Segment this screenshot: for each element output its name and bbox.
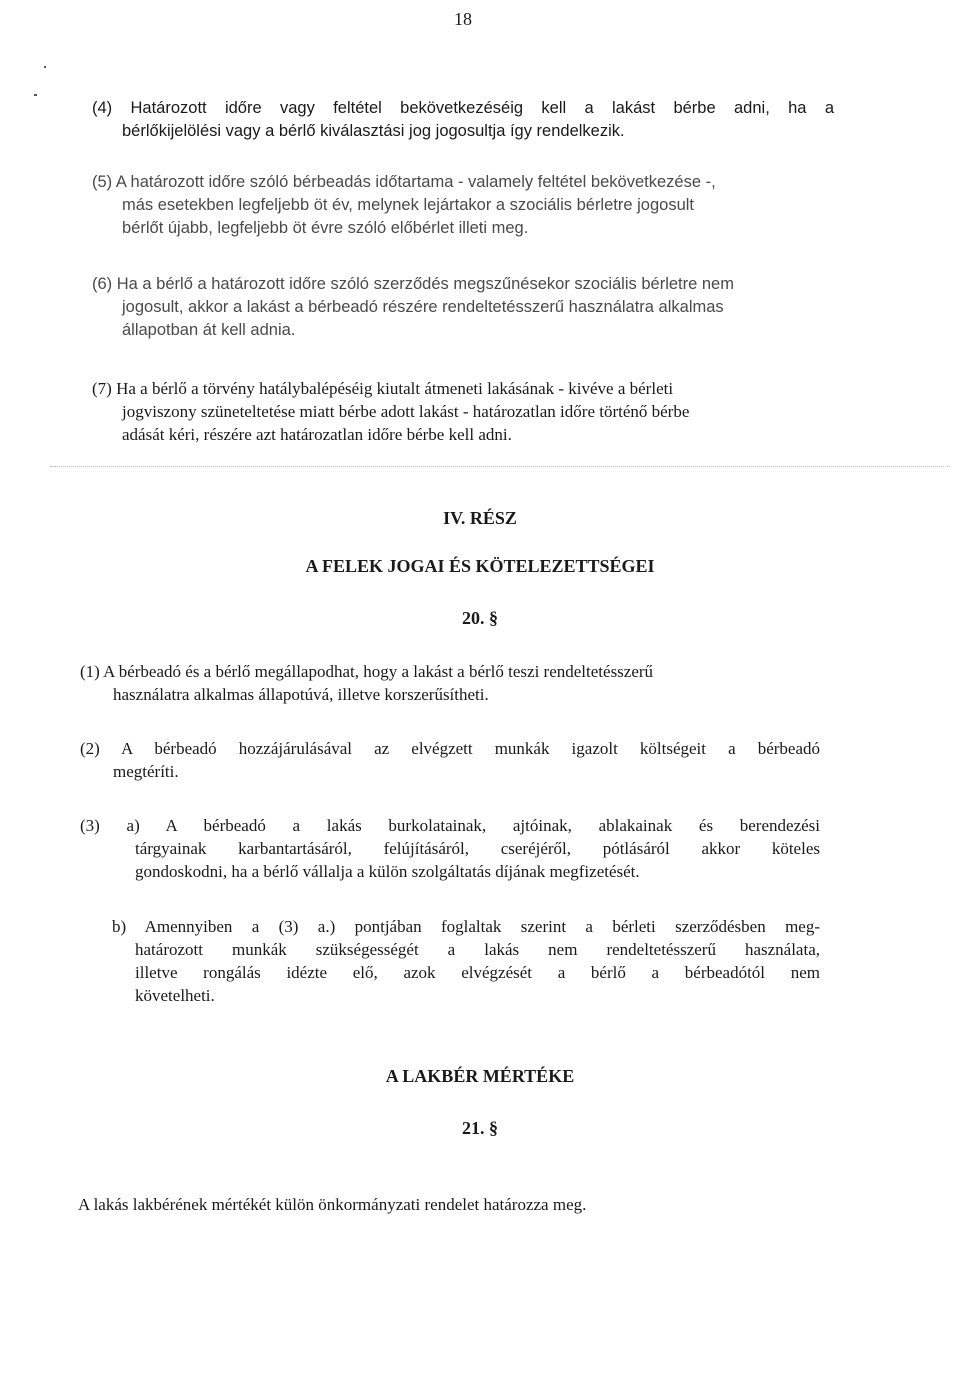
article-20-p3a-line: (3) a) A bérbeadó a lakás burkolatainak, ajtóinak, ablakainak és berendezési bbox=[80, 816, 820, 835]
section-5-line: (5) A határozott időre szóló bérbeadás időtartama - valamely feltétel bekövetkezése -, bbox=[92, 173, 716, 191]
article-20-p2-line: megtéríti. bbox=[113, 762, 179, 781]
section-6-line: jogosult, akkor a lakást a bérbeadó részére rendeltetésszerű használatra alkalmas bbox=[122, 298, 724, 316]
section-6-line: állapotban át kell adnia. bbox=[122, 321, 296, 339]
rent-title: A LAKBÉR MÉRTÉKE bbox=[385, 1066, 575, 1086]
article-20-paragraph-3a bbox=[80, 814, 820, 883]
article-20-p3a-line: tárgyainak karbantartásáról, felújításáról, cseréjéről, pótlásáról akkor köteles bbox=[135, 839, 820, 858]
article-20-p3b-line: követelheti. bbox=[135, 986, 215, 1005]
part-title: IV. RÉSZ bbox=[443, 508, 517, 528]
scan-mark bbox=[34, 94, 37, 96]
section-5-paragraph bbox=[92, 171, 834, 240]
scan-mark bbox=[44, 66, 46, 68]
article-20-p1-line: (1) A bérbeadó és a bérlő megállapodhat, hogy a lakást a bérlő teszi rendeltetésszerű bbox=[80, 662, 654, 681]
article-20-paragraph-2 bbox=[80, 737, 820, 783]
article-20-paragraph-1 bbox=[80, 660, 820, 706]
article-20-p1-line: használatra alkalmas állapotúvá, illetve korszerűsítheti. bbox=[113, 685, 489, 704]
scan-noise-line bbox=[50, 466, 950, 468]
section-4-line: bérlőkijelölési vagy a bérlő kiválasztási jog jogosultja így rendelkezik. bbox=[122, 122, 625, 140]
article-20-p3b-line: illetve rongálás idézte elő, azok elvégzését a bérlő a bérbeadótól nem bbox=[135, 963, 820, 982]
section-7-line: (7) Ha a bérlő a törvény hatálybalépéséig kiutalt átmeneti lakásának - kivéve a bérleti bbox=[92, 379, 674, 398]
part-subtitle: A FELEK JOGAI ÉS KÖTELEZETTSÉGEI bbox=[305, 556, 655, 576]
section-7-paragraph bbox=[92, 377, 834, 446]
section-5-line: más esetekben legfeljebb öt év, melynek lejártakor a szociális bérletre jogosult bbox=[122, 196, 694, 214]
section-4-line: (4) Határozott időre vagy feltétel bekövetkezéséig kell a lakást bérbe adni, ha a bbox=[92, 99, 834, 117]
section-5-line: bérlőt újabb, legfeljebb öt évre szóló előbérlet illeti meg. bbox=[122, 219, 529, 237]
article-21-number: 21. § bbox=[462, 1118, 498, 1138]
article-20-number: 20. § bbox=[462, 608, 498, 628]
article-20-p3a-line: gondoskodni, ha a bérlő vállalja a külön szolgáltatás díjának megfizetését. bbox=[135, 862, 640, 881]
section-7-line: jogviszony szüneteltetése miatt bérbe adott lakást - határozatlan időre történő bérbe bbox=[122, 402, 690, 421]
article-21-text: A lakás lakbérének mértékét külön önkormányzati rendelet határozza meg. bbox=[78, 1195, 587, 1214]
article-20-p2-line: (2) A bérbeadó hozzájárulásával az elvégzett munkák igazolt költségeit a bérbeadó bbox=[80, 739, 820, 758]
article-20-p3b-line: b) Amennyiben a (3) a.) pontjában foglaltak szerint a bérleti szerződésben meg- bbox=[112, 917, 820, 936]
article-20-p3b-line: határozott munkák szükségességét a lakás nem rendeltetésszerű használata, bbox=[135, 940, 820, 959]
section-6-paragraph bbox=[92, 273, 834, 342]
article-21-paragraph bbox=[78, 1193, 878, 1216]
page-number: 18 bbox=[454, 9, 472, 29]
article-20-paragraph-3b bbox=[112, 915, 820, 1007]
section-7-line: adását kéri, részére azt határozatlan időre bérbe kell adni. bbox=[122, 425, 512, 444]
section-6-line: (6) Ha a bérlő a határozott időre szóló szerződés megszűnésekor szociális bérletre nem bbox=[92, 275, 734, 293]
section-4-paragraph bbox=[92, 97, 834, 143]
